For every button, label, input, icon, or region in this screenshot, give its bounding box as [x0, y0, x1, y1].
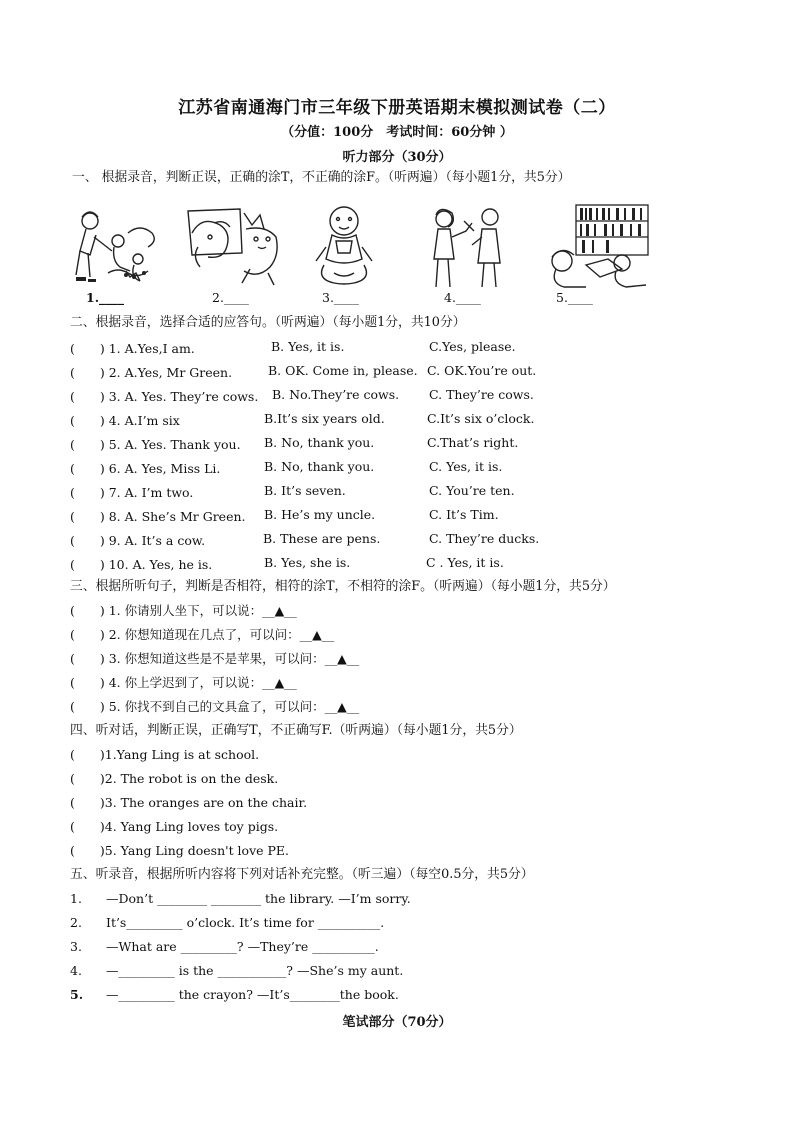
fill-item-number: 1. — [70, 891, 82, 906]
fill-item-number: 5. — [70, 987, 84, 1002]
picture-3-answer: 3.____ — [322, 290, 359, 305]
option-c: C . Yes, it is. — [426, 555, 504, 570]
elephant-cat-icon — [184, 203, 284, 291]
judge-item: ( ) 3. 你想知道这些是不是苹果，可以问：__▲__ — [70, 651, 360, 666]
question-row: ( ) 7. A. I’m two. — [70, 485, 194, 500]
picture-1-answer: 1.____ — [86, 290, 125, 305]
listening-part-label: 听力部分（30分） — [342, 150, 452, 165]
option-c: C. Yes, it is. — [429, 459, 503, 474]
writing-part-label: 笔试部分（70分） — [342, 1015, 452, 1030]
fill-item-text: —_________ the crayon? —It’s________the book. — [106, 987, 399, 1002]
reading-bookshelf-icon — [546, 203, 652, 291]
question-row: ( ) 4. A.I’m six — [70, 413, 180, 428]
option-c: C. They’re ducks. — [429, 531, 540, 546]
question-row: ( ) 5. A. Yes. Thank you. — [70, 437, 241, 452]
option-b: B. Yes, it is. — [271, 339, 345, 354]
option-b: B. These are pens. — [263, 531, 381, 546]
option-c: C. They’re cows. — [429, 387, 534, 402]
exam-info: （分值：100分 考试时间：60分钟 ） — [281, 125, 513, 140]
picture-5-answer: 5.____ — [556, 290, 593, 305]
true-false-item: ( )3. The oranges are on the chair. — [70, 795, 308, 810]
option-c: C.Yes, please. — [429, 339, 516, 354]
option-b: B. No, thank you. — [264, 435, 375, 450]
option-b: B. He’s my uncle. — [264, 507, 376, 522]
fill-item — [70, 987, 399, 1003]
fill-item-text: —What are _________? —They’re __________. — [106, 939, 379, 954]
picture-4-answer: 4.____ — [444, 290, 481, 305]
question-row: ( ) 10. A. Yes, he is. — [70, 557, 213, 572]
page-title: 江苏省南通海门市三年级下册英语期末模拟测试卷（二） — [178, 98, 616, 118]
section-5-heading: 五、听录音，根据所听内容将下列对话补充完整。（听三遍）（每空0.5分，共5分） — [70, 867, 534, 882]
section-3-heading: 三、根据所听句子，判断是否相符，相符的涂T，不相符的涂F。（听两遍）（每小题1分，共5分） — [70, 579, 616, 594]
true-false-item: ( )4. Yang Ling loves toy pigs. — [70, 819, 279, 834]
question-row: ( ) 2. A.Yes, Mr Green. — [70, 365, 233, 380]
question-row: ( ) 1. A.Yes,I am. — [70, 341, 195, 356]
option-c: C. You’re ten. — [429, 483, 515, 498]
section-4-heading: 四、听对话，判断正误，正确写T，不正确写F.（听两遍）（每小题1分，共5分） — [70, 723, 522, 738]
option-b: B. No, thank you. — [264, 459, 375, 474]
judge-item: ( ) 4. 你上学迟到了，可以说：__▲__ — [70, 675, 297, 690]
fill-item-text: —Don’t ________ ________ the library. —I’m sorry. — [106, 891, 411, 906]
fill-item — [70, 939, 379, 955]
question-row: ( ) 3. A. Yes. They’re cows. — [70, 389, 259, 404]
option-b: B. It’s seven. — [264, 483, 346, 498]
question-row: ( ) 9. A. It’s a cow. — [70, 533, 206, 548]
true-false-item: ( )2. The robot is on the desk. — [70, 771, 279, 786]
baby-icon — [304, 203, 384, 291]
fill-item — [70, 963, 403, 979]
section-1-pictures — [64, 203, 664, 293]
option-b: B. OK. Come in, please. — [268, 363, 418, 378]
fill-item-number: 4. — [70, 963, 82, 978]
two-people-talking-icon — [420, 203, 520, 291]
judge-item: ( ) 1. 你请别人坐下，可以说：__▲__ — [70, 603, 297, 618]
option-b: B. No.They’re cows. — [272, 387, 400, 402]
fill-item-text: It’s_________ o’clock. It’s time for __________. — [106, 915, 385, 930]
question-row: ( ) 8. A. She’s Mr Green. — [70, 509, 246, 524]
picture-2-answer: 2.____ — [212, 290, 249, 305]
option-b: B.It’s six years old. — [264, 411, 385, 426]
question-row: ( ) 6. A. Yes, Miss Li. — [70, 461, 221, 476]
option-c: C. It’s Tim. — [429, 507, 499, 522]
fill-item-text: —_________ is the ___________? —She’s my aunt. — [106, 963, 404, 978]
judge-item: ( ) 5. 你找不到自己的文具盒了，可以问：__▲__ — [70, 699, 360, 714]
option-c: C.It’s six o’clock. — [427, 411, 535, 426]
section-1-heading: 一、 根据录音，判断正误，正确的涂T，不正确的涂F。（听两遍）（每小题1分，共5分） — [72, 170, 571, 185]
fill-item-number: 3. — [70, 939, 82, 954]
judge-item: ( ) 2. 你想知道现在几点了，可以问：__▲__ — [70, 627, 335, 642]
fill-item — [70, 915, 384, 931]
fill-item — [70, 891, 411, 907]
option-b: B. Yes, she is. — [264, 555, 351, 570]
gardening-family-icon — [68, 203, 168, 291]
true-false-item: ( )1.Yang Ling is at school. — [70, 747, 260, 762]
section-2-heading: 二、根据录音，选择合适的应答句。（听两遍）（每小题1分，共10分） — [70, 315, 466, 330]
true-false-item: ( )5. Yang Ling doesn't love PE. — [70, 843, 290, 858]
option-c: C.That’s right. — [427, 435, 519, 450]
option-c: C. OK.You’re out. — [427, 363, 537, 378]
fill-item-number: 2. — [70, 915, 82, 930]
